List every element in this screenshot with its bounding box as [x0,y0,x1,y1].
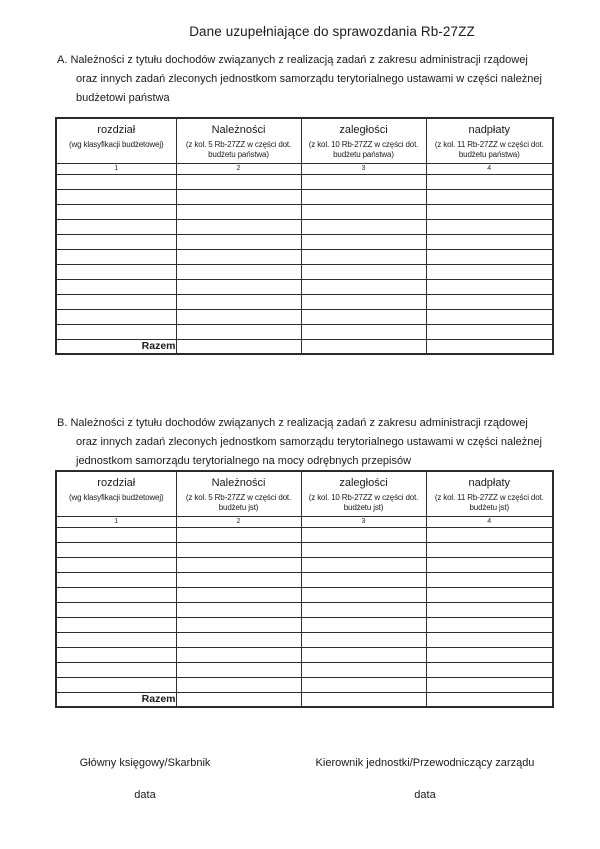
column-number: 2 [176,163,301,174]
table-b-header-nadplaty [426,471,553,516]
empty-data-row [56,249,553,264]
section-a-line-1 [57,51,537,70]
empty-cell [426,527,553,542]
empty-cell [301,662,426,677]
empty-cell [426,234,553,249]
empty-data-row [56,527,553,542]
empty-cell [301,572,426,587]
empty-cell [301,542,426,557]
empty-cell [56,174,176,189]
total-cell-empty [176,339,301,354]
empty-cell [176,557,301,572]
empty-cell [426,219,553,234]
empty-data-row [56,617,553,632]
empty-data-row [56,324,553,339]
section-b-text-3: jednostkom samorządu terytorialnego na mocy odrębnych przepisów [76,455,412,467]
column-title: rozdział [97,477,136,489]
table-a-body [56,174,553,339]
empty-cell [426,647,553,662]
empty-cell [426,309,553,324]
empty-data-row [56,587,553,602]
empty-cell [176,174,301,189]
empty-cell [426,174,553,189]
table-a-header-zaleglosci [301,118,426,163]
total-cell-empty [426,692,553,707]
empty-cell [176,587,301,602]
empty-data-row [56,647,553,662]
empty-cell [56,279,176,294]
section-a-label: A. [57,54,68,66]
column-subtitle: (z kol. 5 Rb-27ZZ w części dot. budżetu państwa) [185,140,292,159]
empty-data-row [56,677,553,692]
empty-cell [56,617,176,632]
empty-cell [176,294,301,309]
section-b-table [55,470,554,708]
column-title: nadpłaty [468,477,511,489]
unit-head-signature-label: Kierownik jednostki/Przewodniczący zarządu [315,757,535,769]
empty-cell [301,264,426,279]
empty-cell [56,677,176,692]
empty-cell [176,662,301,677]
empty-data-row [56,219,553,234]
empty-cell [426,189,553,204]
empty-cell [301,174,426,189]
empty-cell [176,234,301,249]
empty-cell [426,264,553,279]
column-number: 4 [426,516,553,527]
unit-head-date-label: data [414,789,436,801]
empty-data-row [56,264,553,279]
empty-cell [301,632,426,647]
empty-cell [176,324,301,339]
empty-cell [56,557,176,572]
section-a-table [55,117,554,355]
column-title: Należności [211,477,266,489]
column-subtitle: (wg klasyfikacji budżetowej) [68,140,164,149]
empty-data-row [56,662,553,677]
section-b-heading [57,414,542,471]
empty-cell [56,587,176,602]
empty-cell [176,617,301,632]
empty-cell [426,572,553,587]
empty-cell [426,632,553,647]
empty-cell [176,219,301,234]
section-a-text-2: oraz innych zadań zleconych jednostkom samorządu terytorialnego ustawami w części należnej [76,73,542,85]
empty-cell [56,249,176,264]
empty-cell [426,602,553,617]
empty-cell [176,677,301,692]
empty-cell [176,542,301,557]
empty-cell [301,677,426,692]
empty-cell [56,527,176,542]
column-subtitle: (z kol. 11 Rb-27ZZ w części dot. budżetu państwa) [434,140,544,159]
empty-cell [176,189,301,204]
column-number: 1 [56,163,176,174]
empty-cell [426,279,553,294]
empty-cell [301,279,426,294]
empty-cell [176,632,301,647]
table-b-header-zaleglosci [301,471,426,516]
empty-data-row [56,189,553,204]
column-number: 2 [176,516,301,527]
table-b-header-rozdzial [56,471,176,516]
section-a-heading [57,51,542,108]
empty-cell [426,542,553,557]
empty-cell [56,234,176,249]
empty-cell [56,324,176,339]
table-a-header-row [56,118,553,163]
empty-cell [301,602,426,617]
empty-cell [301,647,426,662]
empty-cell [56,662,176,677]
page-title: Dane uzupełniające do sprawozdania Rb-27ZZ [189,24,475,39]
column-subtitle: (z kol. 5 Rb-27ZZ w części dot. budżetu jst) [185,493,292,512]
empty-cell [301,324,426,339]
column-subtitle: (z kol. 10 Rb-27ZZ w części dot. budżetu państwa) [308,140,419,159]
section-b-text-2: oraz innych zadań zleconych jednostkom samorządu terytorialnego ustawami w części należnej [76,436,542,448]
column-title: nadpłaty [468,124,511,136]
empty-cell [176,572,301,587]
empty-data-row [56,542,553,557]
table-a-header-nadplaty [426,118,553,163]
total-label: Razem [56,692,176,707]
table-b-header-row [56,471,553,516]
section-a-text-3: budżetowi państwa [76,92,170,104]
empty-cell [56,309,176,324]
table-b-total-row [56,692,553,707]
total-cell-empty [426,339,553,354]
empty-cell [426,662,553,677]
table-b-body [56,527,553,692]
empty-cell [176,527,301,542]
empty-cell [176,647,301,662]
empty-data-row [56,204,553,219]
empty-cell [176,264,301,279]
empty-cell [301,617,426,632]
empty-cell [56,647,176,662]
empty-cell [301,309,426,324]
empty-cell [56,204,176,219]
empty-cell [176,279,301,294]
empty-cell [56,542,176,557]
empty-cell [56,572,176,587]
empty-data-row [56,294,553,309]
section-b-line-1 [57,414,537,433]
empty-cell [301,234,426,249]
column-number: 4 [426,163,553,174]
total-label: Razem [56,339,176,354]
empty-cell [56,264,176,279]
empty-cell [176,204,301,219]
accountant-date-label: data [134,789,156,801]
column-title: Należności [211,124,266,136]
column-title: zaległości [339,477,388,489]
empty-cell [301,557,426,572]
column-number: 3 [301,516,426,527]
empty-cell [176,602,301,617]
empty-cell [301,204,426,219]
empty-data-row [56,279,553,294]
empty-data-row [56,309,553,324]
total-cell-empty [176,692,301,707]
empty-cell [56,632,176,647]
column-number: 3 [301,163,426,174]
total-cell-empty [301,692,426,707]
empty-cell [426,324,553,339]
empty-data-row [56,174,553,189]
total-cell-empty [301,339,426,354]
empty-cell [426,249,553,264]
empty-cell [56,294,176,309]
empty-cell [56,219,176,234]
empty-data-row [56,602,553,617]
empty-data-row [56,234,553,249]
empty-cell [301,249,426,264]
empty-cell [56,189,176,204]
empty-cell [426,617,553,632]
accountant-signature-label: Główny księgowy/Skarbnik [79,757,211,769]
table-a-header-naleznosci [176,118,301,163]
table-a-number-row [56,163,553,174]
table-b-header-naleznosci [176,471,301,516]
section-b-label: B. [57,417,68,429]
empty-cell [176,309,301,324]
empty-cell [56,602,176,617]
empty-cell [176,249,301,264]
table-b-number-row [56,516,553,527]
column-subtitle: (wg klasyfikacji budżetowej) [68,493,164,502]
empty-data-row [56,632,553,647]
empty-cell [301,527,426,542]
empty-cell [426,557,553,572]
section-b-text-1: Należności z tytułu dochodów związanych z realizacją zadań z zakresu administracji rządowej [70,417,528,429]
column-number: 1 [56,516,176,527]
empty-cell [426,204,553,219]
column-subtitle: (z kol. 11 Rb-27ZZ w części dot. budżetu jst) [434,493,544,512]
empty-data-row [56,572,553,587]
empty-cell [301,219,426,234]
empty-cell [426,677,553,692]
table-a-total-row [56,339,553,354]
column-subtitle: (z kol. 10 Rb-27ZZ w części dot. budżetu jst) [308,493,419,512]
section-a-text-1: Należności z tytułu dochodów związanych z realizacją zadań z zakresu administracji rządowej [70,54,528,66]
column-title: rozdział [97,124,136,136]
empty-cell [426,587,553,602]
table-a-header-rozdzial [56,118,176,163]
column-title: zaległości [339,124,388,136]
empty-data-row [56,557,553,572]
empty-cell [426,294,553,309]
empty-cell [301,189,426,204]
empty-cell [301,587,426,602]
empty-cell [301,294,426,309]
